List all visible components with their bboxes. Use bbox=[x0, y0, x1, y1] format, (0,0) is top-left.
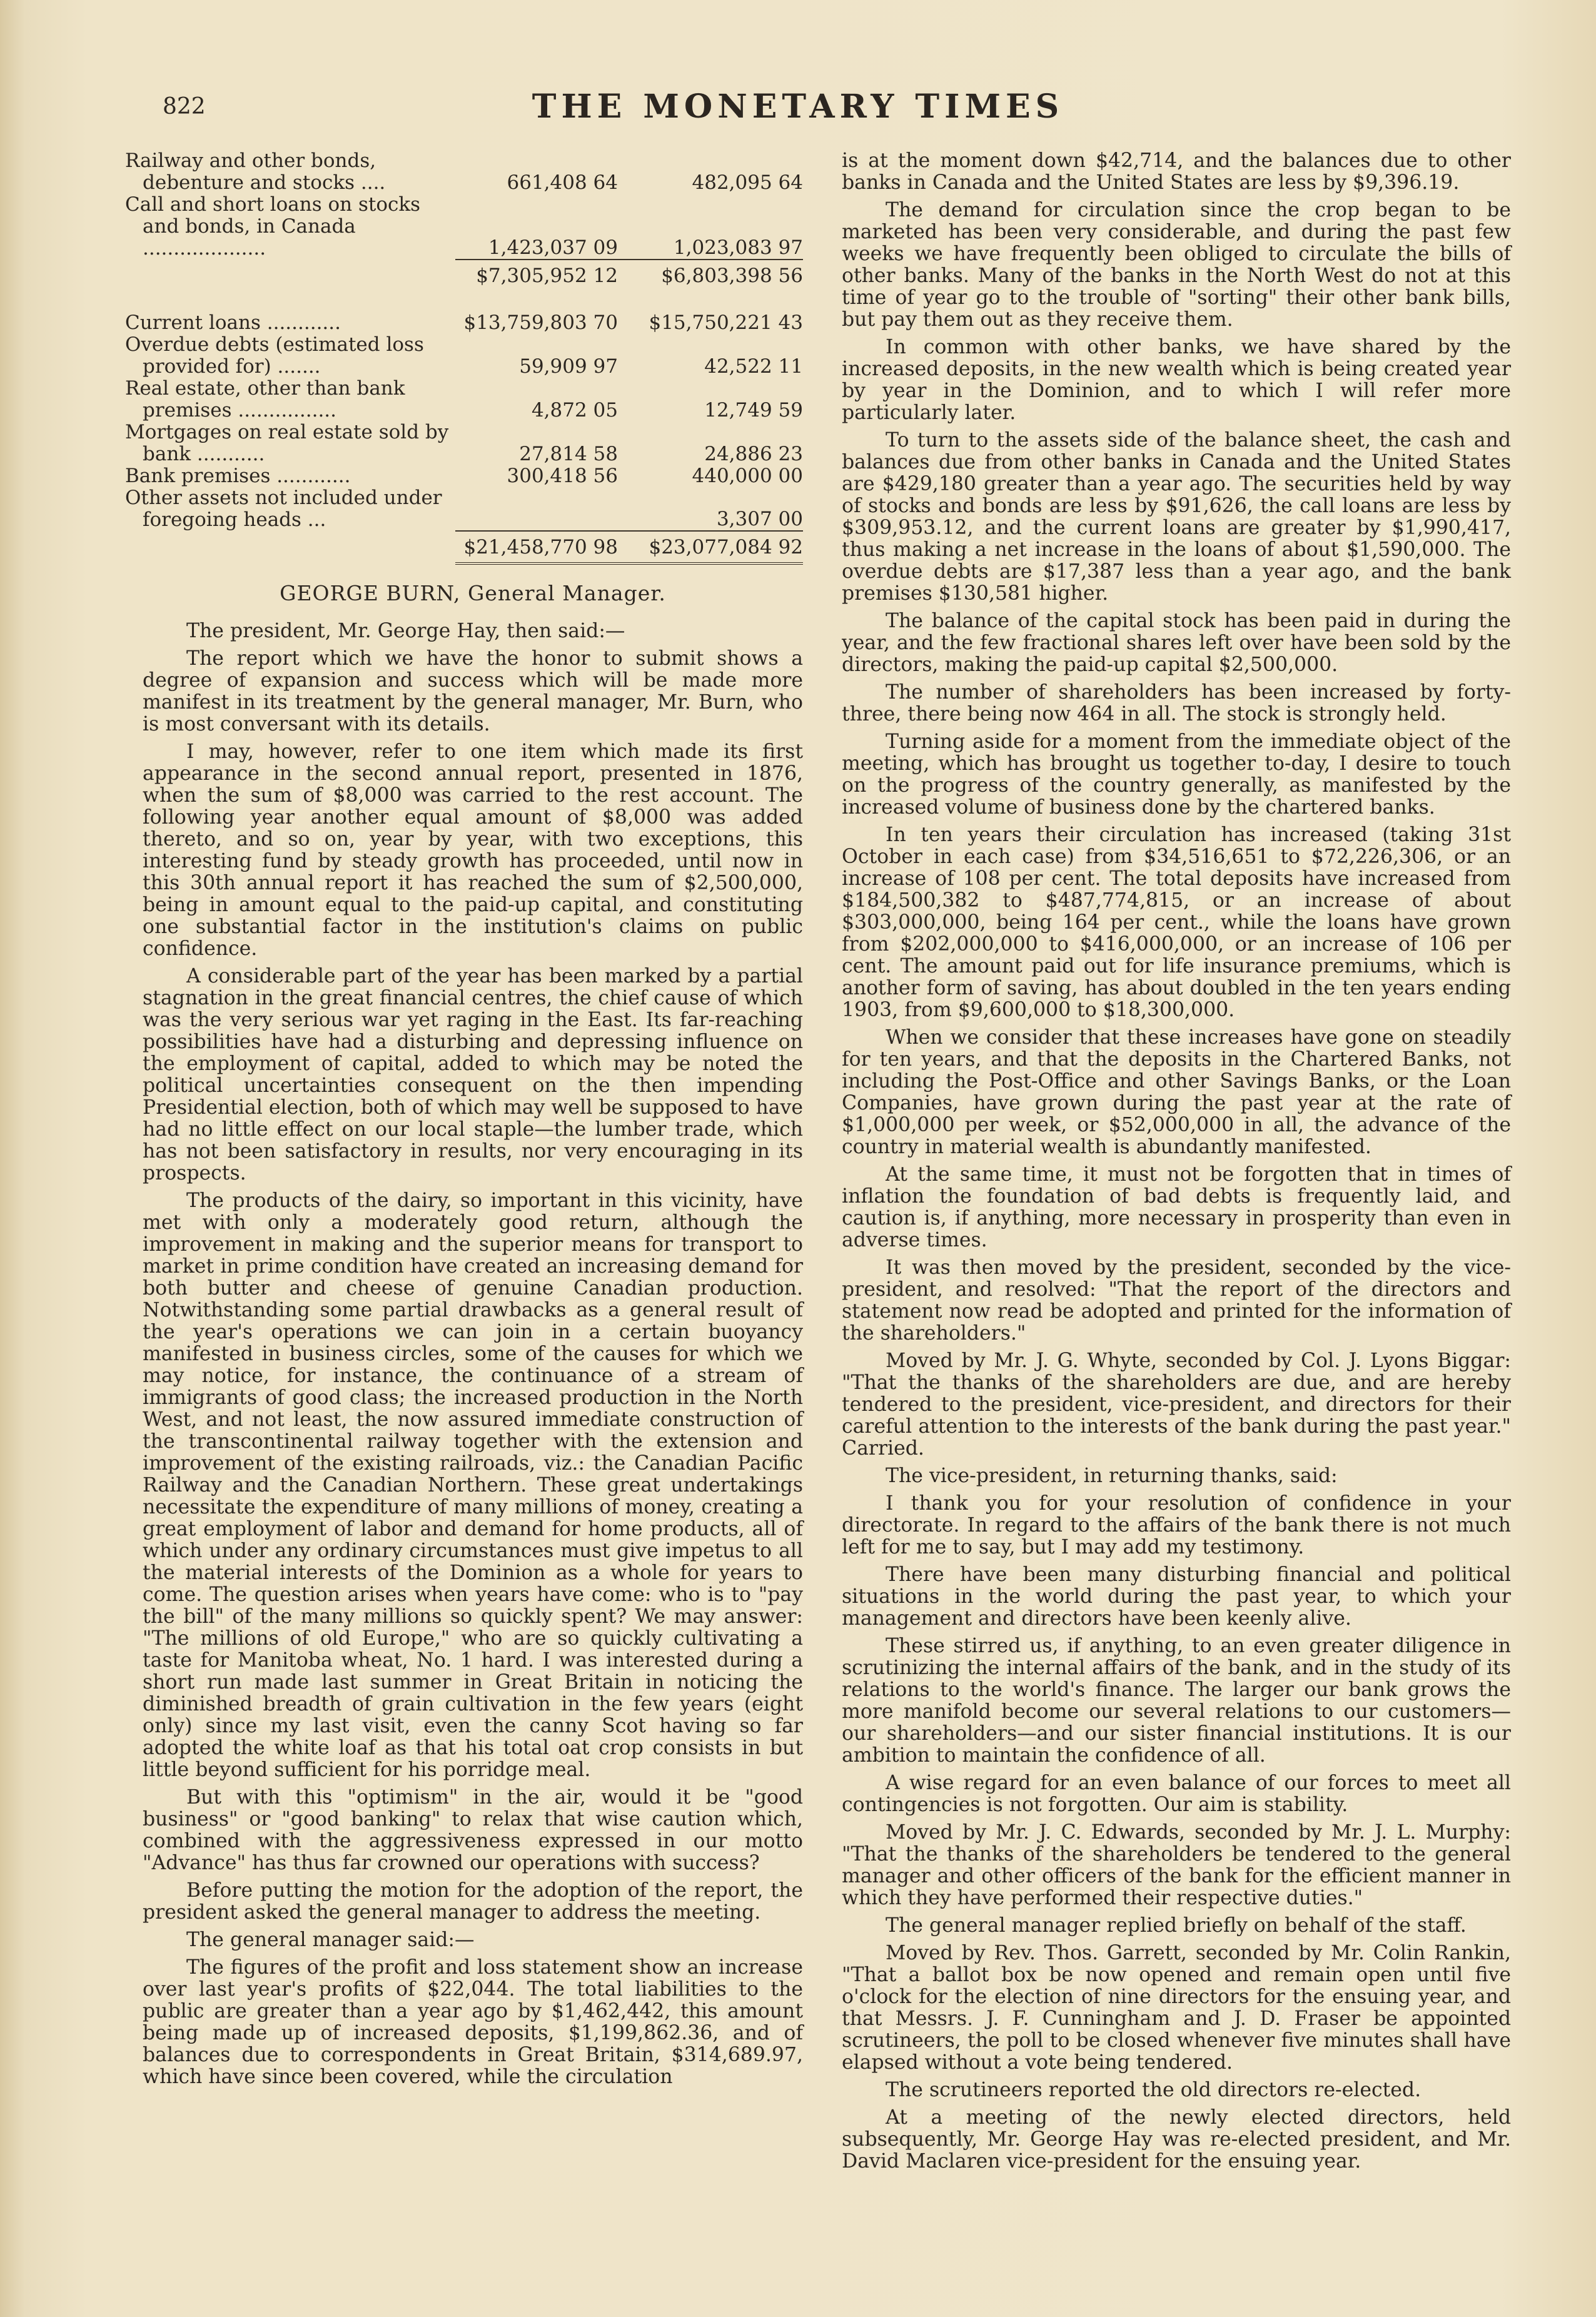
right-column bbox=[842, 150, 1511, 2178]
paragraph: is at the moment down $42,714, and the balances due to other banks in Canada and the United States are less by $9,396.19. bbox=[842, 149, 1511, 194]
page-number: 822 bbox=[163, 94, 206, 119]
balance-total-row bbox=[143, 531, 803, 563]
balance-amount-1903: 24,886 23 bbox=[704, 443, 803, 465]
balance-label: Overdue debts (estimated loss provided for) ....... bbox=[125, 333, 424, 378]
paragraph: A considerable part of the year has been marked by a partial stagnation in the great financial centres, the chief cause of which was the very serious war yet raging in the East. Its far-reaching possibilities have had a disturbing and depressing influence on the employment of capital, added to which may be noted the political uncertainties consequent on the then impending Presidential election, both of which may well be supposed to have had no little effect on our local staple—the lumber trade, which has not been satisfactory in results, nor very encouraging in its prospects. bbox=[143, 965, 803, 1184]
balance-sheet-table bbox=[125, 149, 803, 565]
balance-amount-1903: 3,307 00 bbox=[716, 508, 803, 530]
paragraph: In common with other banks, we have shared by the increased deposits, in the new wealth which is being created year by year in the Dominion, and to which I will refer more particularly later. bbox=[842, 336, 1511, 424]
paragraph: The figures of the profit and loss statement show an increase over last year's profits of $22,044. The total liabilities to the public are greater than a year ago by $1,462,442, this amount being made up of increased deposits, $1,199,862.36, and of balances due to correspondents in Great Britain, $314,689.97, which have since been covered, while the circulation bbox=[143, 1956, 803, 2088]
signature: GEORGE BURN, General Manager. bbox=[280, 581, 666, 605]
balance-label: Current loans ............ bbox=[125, 311, 341, 334]
paragraph: In ten years their circulation has increased (taking 31st October in each case) from $34,516,651 to $72,226,306, or an increase of 108 per cent. The total deposits have increased from $184,500,382 to $487,774,815, or an increase of about $303,000,000, being 164 per cent., while the loans have grown from $202,000,000 to $416,000,000, or an increase of 106 per cent. The amount paid out for life insurance premiums, which is another form of saving, has about doubled in the ten years ending 1903, from $9,600,000 to $18,300,000. bbox=[842, 824, 1511, 1021]
paragraph: I may, however, refer to one item which made its first appearance in the second annual report, presented in 1876, when the sum of $8,000 was carried to the rest account. The following year another equal amount of $8,000 was added thereto, and so on, year by year, with two exceptions, this interesting fund by steady growth has proceeded, until now in this 30th annual report it has reached the sum of $2,500,000, being in amount equal to the paid-up capital, and constituting one substantial factor in the institution's claims on public confidence. bbox=[143, 740, 803, 960]
paragraph: I thank you for your resolution of confidence in your directorate. In regard to the affairs of the bank there is not much left for me to say, but I may add my testimony. bbox=[842, 1492, 1511, 1558]
left-body-text bbox=[143, 620, 803, 2088]
balance-amount-1904: 27,814 58 bbox=[519, 443, 618, 465]
balance-amount-1904: 1,423,037 09 bbox=[488, 236, 618, 259]
paragraph: The general manager replied briefly on behalf of the staff. bbox=[886, 1914, 1467, 1937]
balance-amount-1904: 4,872 05 bbox=[531, 399, 618, 422]
paragraph: Moved by Mr. J. G. Whyte, seconded by Col. J. Lyons Biggar: "That the thanks of the shareholders are due, and are hereby tendered to the president, vice-president, and directors for their careful attention to the interests of the bank during the past year." Carried. bbox=[842, 1350, 1511, 1460]
balance-amount-1904: 661,408 64 bbox=[507, 171, 618, 194]
paragraph: The president, Mr. George Hay, then said:— bbox=[186, 620, 625, 642]
paragraph: Before putting the motion for the adoption of the report, the president asked the general manager to address the meeting. bbox=[143, 1879, 803, 1924]
balance-row bbox=[143, 465, 803, 487]
balance-row bbox=[143, 334, 803, 378]
paragraph: Moved by Mr. J. C. Edwards, seconded by Mr. J. L. Murphy: "That the thanks of the shareholders be tendered to the general manager and other officers of the bank for the efficient manner in which they have performed their respective duties." bbox=[842, 1821, 1511, 1909]
paragraph: There have been many disturbing financial and political situations in the world during the past year, to which your management and directors have been keenly alive. bbox=[842, 1563, 1511, 1630]
paragraph: To turn to the assets side of the balance sheet, the cash and balances due from other banks in Canada and the United States are $429,180 greater than a year ago. The securities held by way of stocks and bonds are less by $91,626, the call loans are less by $309,953.12, and the current loans are greater by $1,990,417, thus making a net increase in the loans of about $1,590,000. The overdue debts are $17,387 less than a year ago, and the bank premises $130,581 higher. bbox=[842, 429, 1511, 605]
balance-amount-1903: 440,000 00 bbox=[692, 465, 803, 487]
balance-label: Railway and other bonds, debenture and stocks .... bbox=[125, 149, 386, 194]
paragraph: These stirred us, if anything, to an even greater diligence in scrutinizing the internal affairs of the bank, and in the study of its relations to the world's finance. The larger our bank grows the more manifold become our several relations to our customers—our shareholders—and our sister financial institutions. It is our ambition to maintain the confidence of all. bbox=[842, 1635, 1511, 1767]
balance-row bbox=[143, 487, 803, 531]
balance-row bbox=[143, 422, 803, 465]
paragraph: When we consider that these increases have gone on steadily for ten years, and that the deposits in the Chartered Banks, not including the Post-Office and other Savings Banks, or the Loan Companies, have grown during the past year at the rate of $1,000,000 per week, or $52,000,000 in all, the advance of the country in material wealth is abundantly manifested. bbox=[842, 1026, 1511, 1158]
paragraph: The number of shareholders has been increased by forty-three, there being now 464 in all. The stock is strongly held. bbox=[842, 681, 1511, 725]
paragraph: At a meeting of the newly elected directors, held subsequently, Mr. George Hay was re-elected president, and Mr. David Maclaren vice-president for the ensuing year. bbox=[842, 2106, 1511, 2173]
balance-amount-1904: 59,909 97 bbox=[519, 355, 618, 378]
paragraph: The vice-president, in returning thanks, said: bbox=[886, 1465, 1338, 1487]
paragraph: A wise regard for an even balance of our forces to meet all contingencies is not forgotten. Our aim is stability. bbox=[842, 1772, 1511, 1816]
balance-label: Call and short loans on stocks and bonds, in Canada .................... bbox=[125, 193, 421, 260]
balance-row bbox=[143, 312, 803, 334]
balance-amount-1903: 12,749 59 bbox=[704, 399, 803, 422]
balance-amount-1904: $13,759,803 70 bbox=[463, 311, 618, 334]
paragraph: But with this "optimism" in the air, would it be "good business" or "good banking" to relax that wise caution which, combined with the aggressiveness expressed in our motto "Advance" has thus far crowned our operations with success? bbox=[143, 1786, 803, 1874]
balance-amount-1904 bbox=[455, 487, 618, 531]
paragraph: It was then moved by the president, seconded by the vice-president, and resolved: "That the report of the directors and statement now read be adopted and printed for the information of the shareholders." bbox=[842, 1256, 1511, 1345]
paragraph: The scrutineers reported the old directors re-elected. bbox=[886, 2079, 1422, 2101]
masthead: THE MONETARY TIMES bbox=[532, 88, 1064, 126]
balance-label: Mortgages on real estate sold by bank ........... bbox=[125, 421, 449, 465]
balance-amount-1903: 42,522 11 bbox=[704, 355, 803, 378]
subtotal-1903: $6,803,398 56 bbox=[618, 260, 803, 291]
total-1904: $21,458,770 98 bbox=[455, 531, 618, 563]
balance-label: Bank premises ............ bbox=[125, 465, 351, 487]
balance-amount-1903: 1,023,083 97 bbox=[673, 236, 803, 259]
balance-amount-1904: 300,418 56 bbox=[507, 465, 618, 487]
right-body-text bbox=[842, 150, 1511, 2173]
paragraph: The products of the dairy, so important in this vicinity, have met with only a moderately good return, although the improvement in making and the superior means for transport to market in prime condition have created an increasing demand for both butter and cheese of genuine Canadian production. Notwithstanding some partial drawbacks as a general result of the year's operations we can join in a certain buoyancy manifested in business circles, some of the causes for which we may notice, for instance, the continuance of a stream of immigrants of good class; the increased production in the North West, and not least, the now assured immediate construction of the transcontinental railway together with the extension and improvement of the existing railroads, viz.: the Canadian Pacific Railway and the Canadian Northern. These great undertakings necessitate the expenditure of many millions of money, creating a great employment of labor and demand for home products, all of which under any ordinary circumstances must give impetus to all the material interests of the Dominion as a whole for years to come. The question arises when years have come: who is to "pay the bill" of the many millions so quickly spent? We may answer: "The millions of old Europe," who are so quickly cultivating a taste for Manitoba wheat, No. 1 hard. I was interested during a short run made last summer in Great Britain in noticing the diminished breadth of grain cultivation in the few years (eight only) since my last visit, even the canny Scot having so far adopted the white loaf as that his total oat crop consists in but little beyond sufficient for his porridge meal. bbox=[143, 1189, 803, 1781]
left-column bbox=[125, 149, 803, 2094]
page-header bbox=[163, 88, 1433, 138]
paragraph: The balance of the capital stock has been paid in during the year, and the few fractional shares left over have been sold by the directors, making the paid-up capital $2,500,000. bbox=[842, 610, 1511, 676]
paragraph: The demand for circulation since the crop began to be marketed has been very considerable, and during the past few weeks we have frequently been obliged to circulate the bills of other banks. Many of the banks in the North West do not at this time of year go to the trouble of "sorting" their other bank bills, but pay them out as they receive them. bbox=[842, 199, 1511, 331]
balance-amount-1903: 482,095 64 bbox=[692, 171, 803, 194]
total-1903: $23,077,084 92 bbox=[618, 531, 803, 563]
balance-row bbox=[143, 194, 803, 260]
balance-row bbox=[143, 150, 803, 194]
balance-amount-1903: $15,750,221 43 bbox=[649, 311, 803, 334]
balance-row bbox=[143, 378, 803, 422]
subtotal-1904: $7,305,952 12 bbox=[455, 260, 618, 291]
paragraph: Moved by Rev. Thos. Garrett, seconded by Mr. Colin Rankin, "That a ballot box be now opened and remain open until five o'clock for the election of nine directors for the ensuing year, and that Messrs. J. F. Cunningham and J. D. Fraser be appointed scrutineers, the poll to be closed whenever five minutes shall have elapsed without a vote being tendered. bbox=[842, 1942, 1511, 2074]
balance-label: Real estate, other than bank premises ................ bbox=[125, 377, 405, 422]
paragraph: The report which we have the honor to submit shows a degree of expansion and success which will be made more manifest in its treatment by the general manager, Mr. Burn, who is most conversant with its details. bbox=[143, 647, 803, 735]
balance-subtotal-row bbox=[143, 260, 803, 291]
balance-label: Other assets not included under foregoing heads ... bbox=[125, 487, 442, 531]
paragraph: Turning aside for a moment from the immediate object of the meeting, which has brought us together to-day, I desire to touch on the progress of the country generally, as manifested by the increased volume of business done by the chartered banks. bbox=[842, 730, 1511, 819]
paragraph: At the same time, it must not be forgotten that in times of inflation the foundation of bad debts is frequently laid, and caution is, if anything, more necessary in prosperity than even in adverse times. bbox=[842, 1163, 1511, 1251]
paragraph: The general manager said:— bbox=[186, 1929, 475, 1951]
